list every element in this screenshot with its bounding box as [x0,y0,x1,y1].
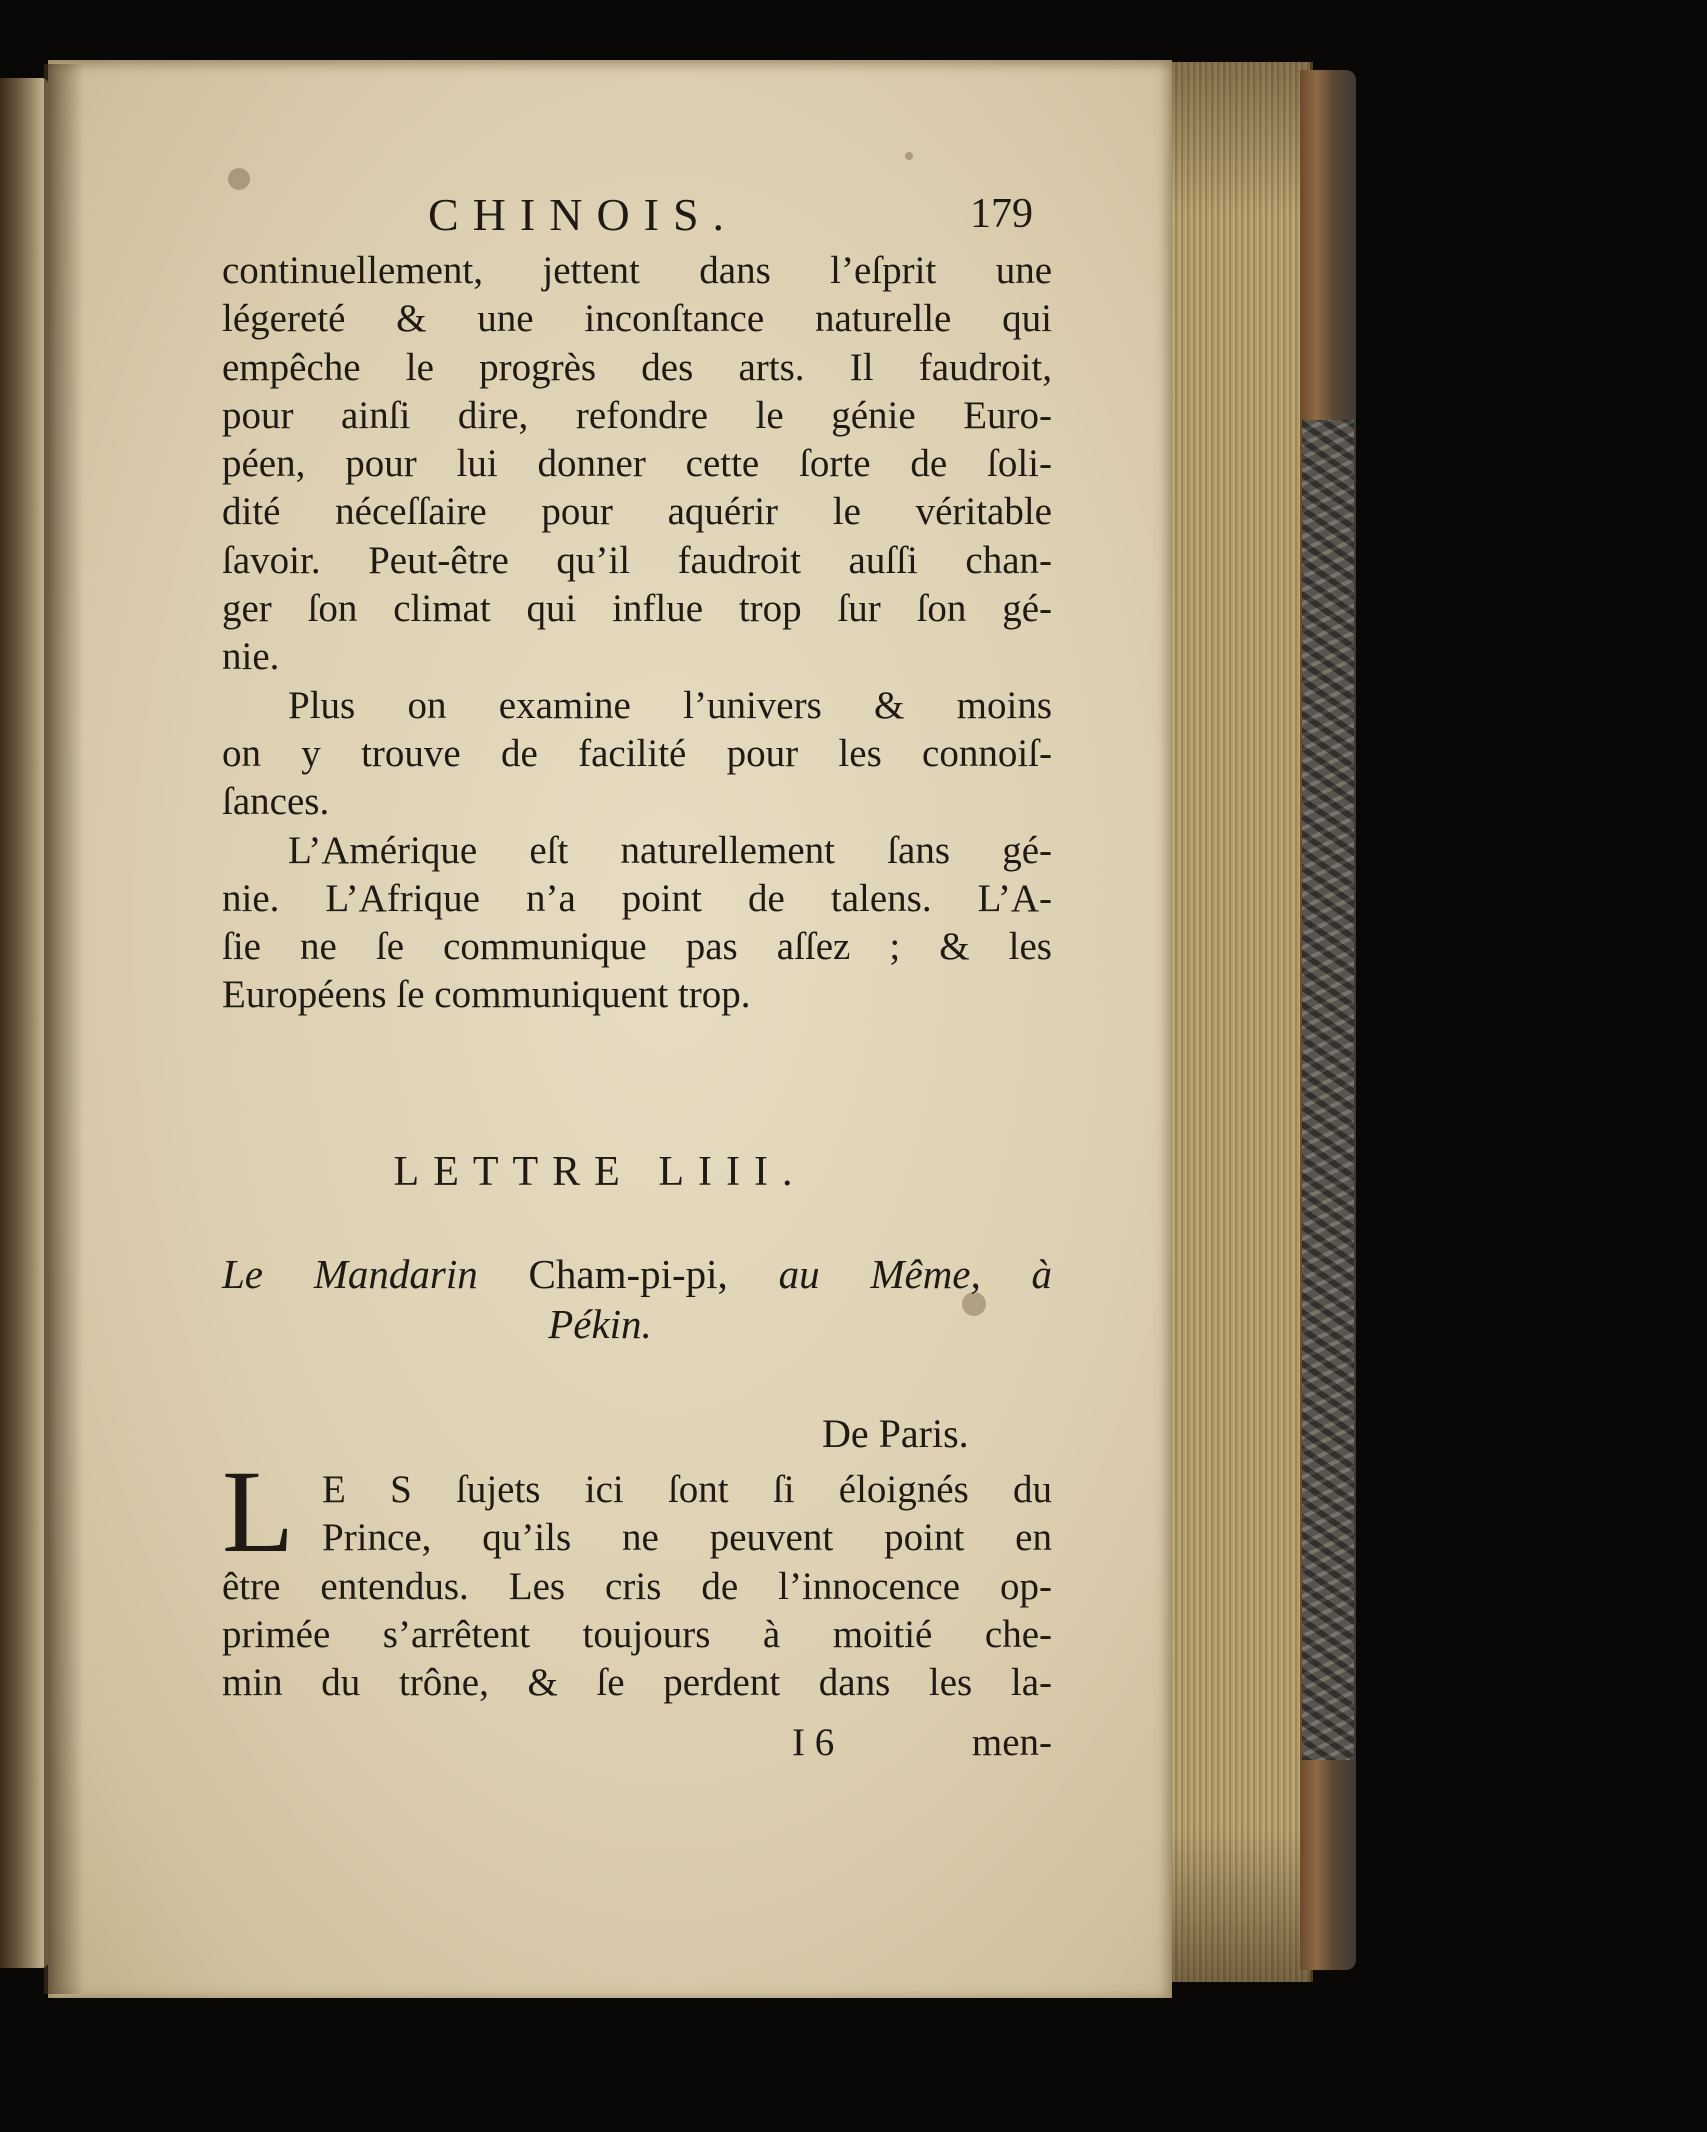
text-line: Européens ſe communiquent trop. [222,973,751,1017]
text-line: L’Amérique eſt naturellement ſans gé- [288,828,1052,872]
page-gutter-shadow [44,64,84,1994]
running-title: CHINOIS. [428,189,739,240]
text-line: min du trône, & ſe perdent dans les la- [222,1661,1052,1705]
letter-body [222,1466,1052,1707]
text-line: légereté & une inconſtance naturelle qui [222,297,1052,341]
salutation-name: Cham-pi-pi, [528,1251,728,1297]
text-line: on y trouve de facilité pour les connoiſ- [222,731,1052,775]
text-line: pour ainſi dire, refondre le génie Euro- [222,393,1052,437]
text-line: primée s’arrêtent toujours à moitié che- [222,1612,1052,1656]
page-number: 179 [970,191,1033,237]
letter-salutation [222,1250,1052,1298]
text-line: dité néceſſaire pour aquérir le véritable [222,490,1052,534]
letter-heading: LETTRE LIII. [393,1149,807,1195]
text-line: E S ſujets ici ſont ſi éloignés du [322,1468,1052,1511]
text-line: péen, pour lui donner cette ſorte de ſoli- [222,442,1052,486]
facing-page-edge [0,78,48,1968]
salutation-part: Le Mandarin [222,1251,478,1297]
text-line: Plus on examine l’univers & moins [288,683,1052,727]
foxing-spot [905,152,913,160]
text-line: continuellement, jettent dans l’eſprit une [222,249,1052,292]
drop-cap: L [222,1446,295,1577]
catchword: men- [971,1721,1052,1764]
text-line: ger ſon climat qui influe trop ſur ſon gé- [222,587,1052,631]
text-line: ſavoir. Peut-être qu’il faudroit auſſi chan- [222,538,1052,582]
foxing-spot [228,168,250,190]
text-line: nie. L’Afrique n’a point de talens. L’A- [222,876,1052,920]
marbled-cover-paper [1302,420,1354,1760]
text-line: ſances. [222,780,330,824]
signature-mark: I 6 [792,1721,835,1764]
salutation-line-2: Pékin. [548,1301,652,1347]
page-block-edge [1172,62,1313,1982]
text-line: nie. [222,635,280,679]
text-line: être entendus. Les cris de l’innocence op- [222,1564,1052,1608]
body-text [222,247,1052,1020]
text-line: Prince, qu’ils ne peuvent point en [322,1516,1052,1560]
letter-place: De Paris. [822,1411,969,1456]
salutation-part: au Même, à [778,1251,1053,1297]
text-line: ſie ne ſe communique pas aſſez ; & les [222,925,1052,969]
text-line: empêche le progrès des arts. Il faudroit, [222,345,1052,389]
